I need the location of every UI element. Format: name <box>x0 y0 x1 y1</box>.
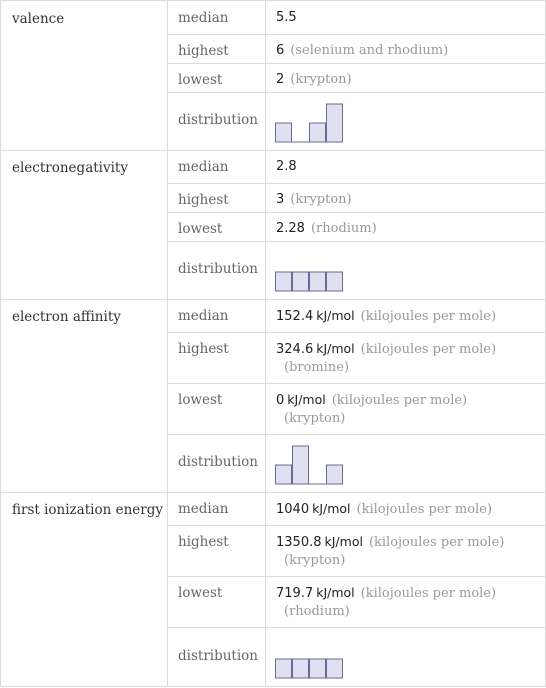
value-note: (krypton) <box>290 192 352 207</box>
value-unit: kJ/mol <box>316 585 355 600</box>
stat-label: highest <box>178 534 229 550</box>
distribution-histogram <box>274 445 344 485</box>
stat-value <box>276 220 377 238</box>
row-divider <box>0 686 546 687</box>
value-number: 5.5 <box>276 10 297 25</box>
histogram-bar <box>293 659 309 678</box>
value-number: 324.6 <box>276 342 314 357</box>
histogram-bar <box>293 446 309 484</box>
stat-value <box>276 500 492 519</box>
row-divider <box>167 627 546 628</box>
row-divider <box>167 241 546 242</box>
histogram-bar <box>327 465 343 484</box>
stat-value <box>276 307 496 326</box>
value-note: (kilojoules per mole) <box>331 393 468 408</box>
distribution-label: distribution <box>178 112 258 128</box>
value-number: 2.28 <box>276 221 305 236</box>
row-divider <box>167 34 546 35</box>
property-name: first ionization energy <box>12 502 163 518</box>
histogram-bar <box>293 272 309 291</box>
property-name: electronegativity <box>12 160 128 176</box>
value-unit: kJ/mol <box>324 534 363 549</box>
value-note: (kilojoules per mole) <box>356 502 492 517</box>
row-divider <box>167 183 546 184</box>
value-number: 2.8 <box>276 159 297 174</box>
column-divider <box>167 0 168 687</box>
distribution-histogram <box>274 103 344 143</box>
row-divider <box>167 332 546 333</box>
row-divider <box>167 63 546 64</box>
value-number: 6 <box>276 43 285 58</box>
stat-label: median <box>178 308 229 324</box>
stat-label: lowest <box>178 72 223 88</box>
value-unit: kJ/mol <box>287 392 326 407</box>
row-divider <box>167 434 546 435</box>
row-divider <box>167 92 546 93</box>
value-note: (selenium and rhodium) <box>290 43 449 58</box>
histogram-bar <box>276 123 292 142</box>
stat-label: lowest <box>178 221 223 237</box>
distribution-histogram <box>274 271 344 292</box>
histogram-bar <box>310 659 326 678</box>
property-name: valence <box>12 11 65 27</box>
property-name: electron affinity <box>12 309 121 325</box>
stat-label: lowest <box>178 392 223 408</box>
row-divider <box>0 492 546 493</box>
value-note: (kilojoules per mole) <box>368 535 505 550</box>
value-note: (kilojoules per mole) <box>360 309 497 324</box>
value-note: (rhodium) <box>310 221 377 236</box>
histogram-bar <box>310 123 326 142</box>
stat-value <box>276 42 448 60</box>
value-unit: kJ/mol <box>312 501 351 516</box>
histogram-bar <box>327 272 343 291</box>
histogram-bar <box>327 104 343 142</box>
stat-value <box>276 584 496 621</box>
value-number: 1350.8 <box>276 535 322 550</box>
value-number: 2 <box>276 72 285 87</box>
stat-label: median <box>178 10 229 26</box>
value-number: 1040 <box>276 502 310 517</box>
value-note-secondary: (krypton) <box>284 553 346 568</box>
value-number: 152.4 <box>276 309 314 324</box>
value-number: 3 <box>276 192 285 207</box>
value-note: (kilojoules per mole) <box>360 586 497 601</box>
stat-label: highest <box>178 43 229 59</box>
value-unit: kJ/mol <box>316 308 355 323</box>
row-divider <box>0 0 546 1</box>
distribution-label: distribution <box>178 647 258 664</box>
distribution-label: distribution <box>178 454 258 470</box>
distribution-histogram <box>274 658 344 679</box>
row-divider <box>0 150 546 151</box>
row-divider <box>167 383 546 384</box>
value-note-secondary: (bromine) <box>284 360 350 375</box>
value-note: (krypton) <box>290 72 352 87</box>
row-divider <box>167 525 546 526</box>
value-note-secondary: (rhodium) <box>284 604 350 619</box>
stat-value <box>276 9 297 27</box>
stat-value <box>276 340 496 377</box>
histogram-bar <box>310 272 326 291</box>
stat-value <box>276 391 467 428</box>
stat-label: median <box>178 159 229 175</box>
value-note: (kilojoules per mole) <box>360 342 497 357</box>
stat-label: highest <box>178 192 229 208</box>
histogram-bar <box>327 659 343 678</box>
histogram-bar <box>276 272 292 291</box>
stat-value <box>276 71 352 89</box>
value-note-secondary: (krypton) <box>284 411 346 426</box>
stat-value <box>276 158 297 176</box>
row-divider <box>167 212 546 213</box>
row-divider <box>167 576 546 577</box>
histogram-bar <box>276 659 292 678</box>
value-number: 0 <box>276 393 285 408</box>
stat-label: lowest <box>178 585 223 601</box>
row-divider <box>0 299 546 300</box>
column-divider <box>265 0 266 687</box>
stat-label: median <box>178 501 229 517</box>
value-unit: kJ/mol <box>316 341 355 356</box>
value-number: 719.7 <box>276 586 314 601</box>
stat-value <box>276 191 352 209</box>
distribution-label: distribution <box>178 261 258 277</box>
stat-value <box>276 533 504 570</box>
histogram-bar <box>276 465 292 484</box>
column-divider <box>0 0 1 687</box>
stat-label: highest <box>178 341 229 357</box>
